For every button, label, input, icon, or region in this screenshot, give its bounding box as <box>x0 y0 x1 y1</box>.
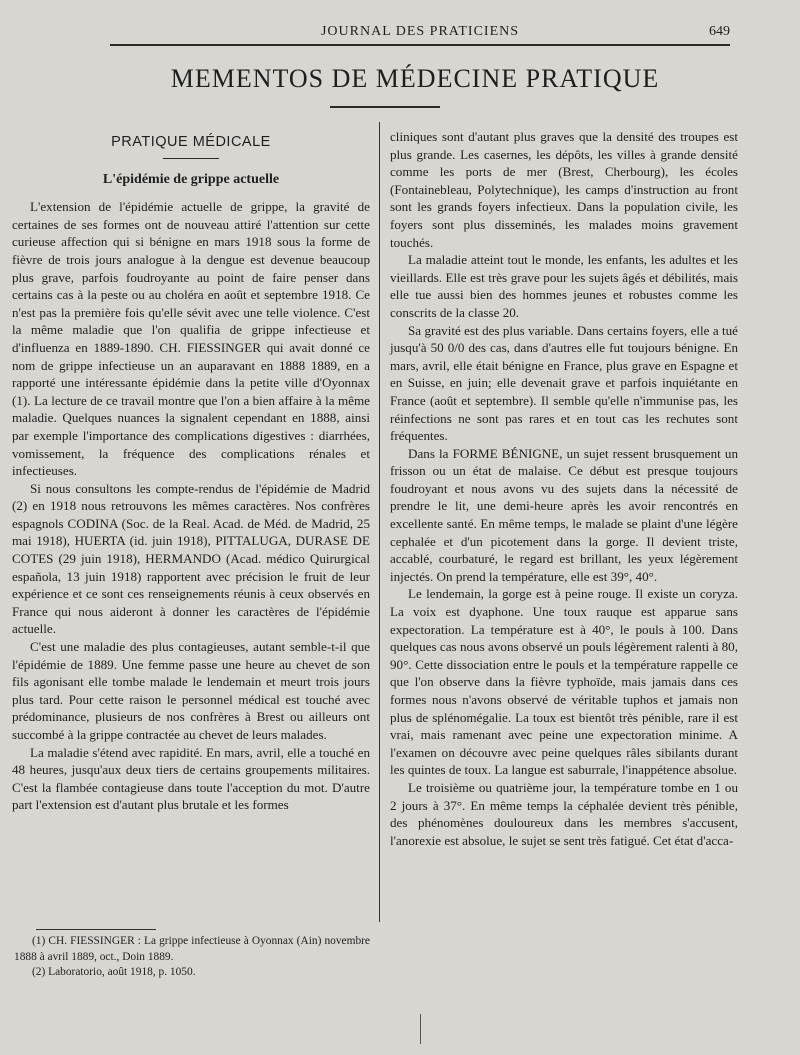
margin-mark <box>420 1014 421 1044</box>
journal-name: JOURNAL DES PRATICIENS <box>320 24 520 39</box>
paragraph: Dans la FORME BÉNIGNE, un sujet ressent brusquement un frisson ou un état de malaise. Ce début est presque toujours foudroyant et nous avons vu des sujets dans la nécessité de prendre le lit, une demi-heure après les avoir rencontrés en excellente santé. En même temps, le malade se plaint d'une légère cephalée et d'un picotement dans la gorge. Il devient triste, accablé, courbaturé, le regard est brillant, les yeux légèrement injectés. On prend la température, elle est 39°, 40°. <box>390 445 738 584</box>
paragraph: cliniques sont d'autant plus graves que la densité des troupes est plus grande. Les casernes, les dépôts, les villes à grande densité comme les ports de mer (Brest, Cherbourg), les écoles (Fontainebleau, Polytechnique), les camps d'instruction au front sont les grands foyers infectieux. Dans la population civile, les foyers sont plus disseminés, les malades moins gravement touchés. <box>390 129 738 250</box>
article-title: L'épidémie de grippe actuelle <box>102 171 280 187</box>
left-column <box>12 128 370 814</box>
paragraph: Sa gravité est des plus variable. Dans certains foyers, elle a tué jusqu'à 50 0/0 des cas, dans d'autres elle fut toujours bénigne. En mars, avril, elle était bénigne en France, plus grave en Espagne et en Suisse, en juin; elle devenait grave et parfois inquiétante en France (août et septembre). Il semble qu'elle n'immunise pas, les réinfections ne sont pas rares et en tout cas les rechutes sont fréquentes. <box>390 322 738 444</box>
title-rule <box>330 106 440 108</box>
paragraph: C'est une maladie des plus contagieuses, autant semble-t-il que l'épidémie de 1889. Une femme passe une heure au chevet de son fils agonisant elle tombe malade le lendemain et meurt trois jours plus tard. Pour cette raison le personnel médical est touché avec prédominance, plusieurs de nos confrères à Brest ou ailleurs ont succombé à la grippe contractée au chevet de leurs malades. <box>12 639 370 742</box>
footnote: (2) Laboratorio, août 1918, p. 1050. <box>32 966 196 979</box>
footnote-rule <box>36 929 156 930</box>
paragraph: Le troisième ou quatrième jour, la température tombe en 1 ou 2 jours à 37°. En même temps la céphalée devient très pénible, des phénomènes douloureux dans les membres s'accusent, l'anorexie est absolue, le sujet se sent très fatigué. Cet état d'acca- <box>390 779 738 848</box>
page-number: 649 <box>709 24 730 39</box>
paragraph: L'extension de l'épidémie actuelle de grippe, la gravité de certaines de ses formes ont de nouveau attiré l'attention sur cette curieuse affection qui si bénigne en mars 1918 sous la forme de fièvre de trois jours analogue à la dengue est devenue beaucoup plus grave, parfois foudroyante au point de faire penser dans certains cas à la peste ou au choléra en août et septembre 1918. Ce n'est pas la première fois qu'elle sévit avec une telle violence. C'est la même maladie que l'on qualifia de grippe infectieuse et d'influenza en 1889-1890. CH. FIESSINGER qui avait donné ce nom de grippe infectieuse un an auparavant en 1888 1889, en a rapporté une intéressante épidémie dans la petite ville d'Oyonnax (1). La lecture de ce travail montre que l'on a bien affaire à la même maladie. Quelques nuances la signalent cependant en 1888, ainsi par exemple l'importance des complications digestives : diarrhées, vomissement, la fréquence des complications rénales et infectieuses. <box>12 199 370 479</box>
paragraph: La maladie s'étend avec rapidité. En mars, avril, elle a touché en 48 heures, jusqu'aux deux tiers de certains groupements militaires. C'est la flambée contagieuse dans toute l'acception du mot. D'autre part l'extension est d'autant plus brutale et les formes <box>12 744 370 813</box>
paragraph: Le lendemain, la gorge est à peine rouge. Il existe un coryza. La voix est dyaphone. Une toux rauque est apparue sans expectoration. La température est à 40°, le pouls à 100. Dans quelques cas nous avons observé un pouls légèrement ralenti à 80, 90°. Cette dissociation entre le pouls et la température rappelle ce que l'on observe dans la fièvre typhoïde, mais jamais dans ces formes nous n'avons observé de véritable tuphos et jamais non plus de splénomégalie. La toux est bientôt très pénible, rare il est vrai, mais ramenant avec peine une expectoration minime. A l'examen on découvre avec peine quelques râles sibilants durant les quintes de toux. La langue est saburrale, l'inappétence absolue. <box>390 586 738 778</box>
paragraph: Si nous consultons les compte-rendus de l'épidémie de Madrid (2) en 1918 nous retrouvons les mêmes caractères. Nos confrères espagnols CODINA (Soc. de la Real. Acad. de Méd. de Madrid, 25 mai 1918), HUERTA (id. juin 1918), PITTALUGA, DURASE DE COTES (29 juin 1918), HERMANDO (Acad. médico Quirurgical española, 13 juin 1918) rapportent avec précision le fruit de leur expérience et ce sont ces renseignements réunis à ceux observés en France qui nous aideront à donner les caractères de l'épidémie actuelle. <box>12 480 370 637</box>
running-head <box>110 22 730 46</box>
footnote: (1) CH. FIESSINGER : La grippe infectieuse à Oyonnax (Ain) novembre 1888 à avril 1889, oct., Doin 1889. <box>14 935 370 963</box>
section-rule <box>163 158 219 159</box>
page-title: MEMENTOS DE MÉDECINE PRATIQUE <box>170 64 660 93</box>
paragraph: La maladie atteint tout le monde, les enfants, les adultes et les vieillards. Elle est très grave pour les sujets âgés et débilités, mais elle tue aussi bien des hommes jeunes et robustes comme les conscrits de la classe 20. <box>390 252 738 320</box>
section-heading: PRATIQUE MÉDICALE <box>111 134 271 150</box>
column-rule <box>379 122 380 922</box>
right-column <box>390 128 738 849</box>
footnotes <box>14 934 370 981</box>
